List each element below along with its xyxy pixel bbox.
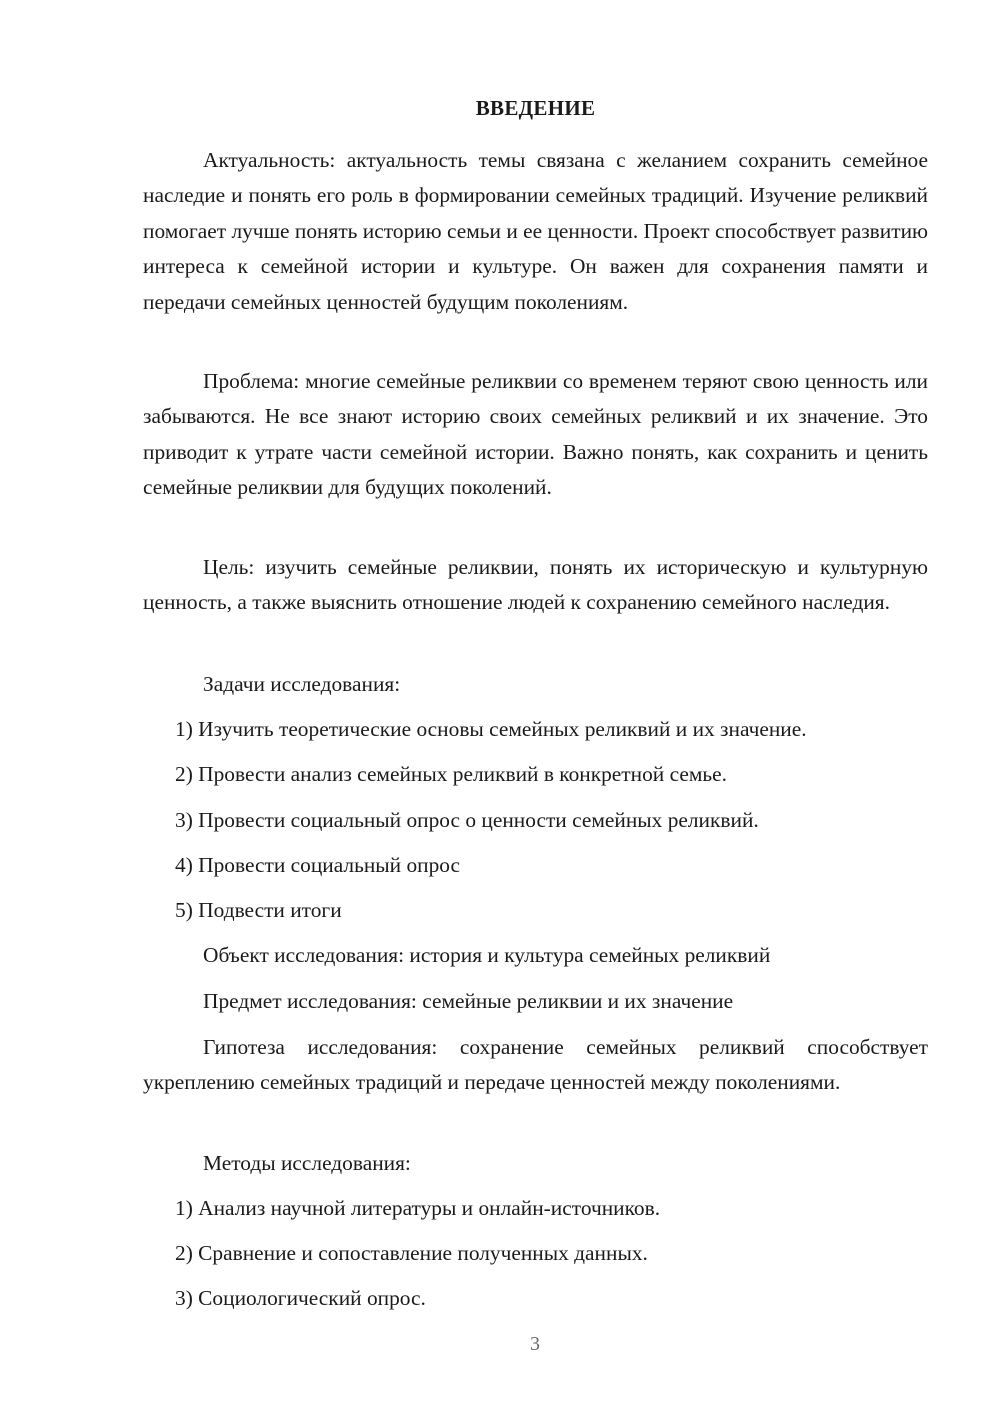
task-item: 2) Провести анализ семейных реликвий в конкретной семье. <box>175 762 727 786</box>
method-item: 2) Сравнение и сопоставление полученных данных. <box>175 1241 648 1265</box>
problem-paragraph: Проблема: многие семейные реликвии со временем теряют свою ценность или забываются. Не все знают историю своих семейных реликвий и их значение. Это приводит к утрате части семейной истории. Важно понять, как сохранить и ценить семейные реликвии для будущих поколений. <box>143 369 928 500</box>
task-item: 1) Изучить теоретические основы семейных реликвий и их значение. <box>175 717 807 741</box>
method-item: 1) Анализ научной литературы и онлайн-источников. <box>175 1196 661 1220</box>
methods-heading: Методы исследования: <box>203 1151 411 1175</box>
task-item: 5) Подвести итоги <box>175 898 342 922</box>
hypothesis-paragraph: Гипотеза исследования: сохранение семейных реликвий способствует укреплению семейных традиций и передаче ценностей между поколениями. <box>143 1035 928 1095</box>
page-number: 3 <box>530 1333 540 1355</box>
task-item: 4) Провести социальный опрос <box>175 853 461 877</box>
subject-line: Предмет исследования: семейные реликвии и их значение <box>203 989 734 1013</box>
object-line: Объект исследования: история и культура семейных реликвий <box>203 943 771 967</box>
method-item: 3) Социологический опрос. <box>175 1286 426 1310</box>
relevance-paragraph: Актуальность: актуальность темы связана с желанием сохранить семейное наследие и понять его роль в формировании семейных традиций. Изучение реликвий помогает лучше понять историю семьи и ее ценности. Проект способствует развитию интереса к семейной истории и культуре. Он важен для сохранения памяти и передачи семейных ценностей будущим поколениям. <box>143 148 928 314</box>
task-item: 3) Провести социальный опрос о ценности семейных реликвий. <box>175 808 759 832</box>
section-title: ВВЕДЕНИЕ <box>475 96 596 120</box>
goal-paragraph: Цель: изучить семейные реликвии, понять их историческую и культурную ценность, а также выяснить отношение людей к сохранению семейного наследия. <box>143 555 928 615</box>
tasks-heading: Задачи исследования: <box>203 672 401 696</box>
